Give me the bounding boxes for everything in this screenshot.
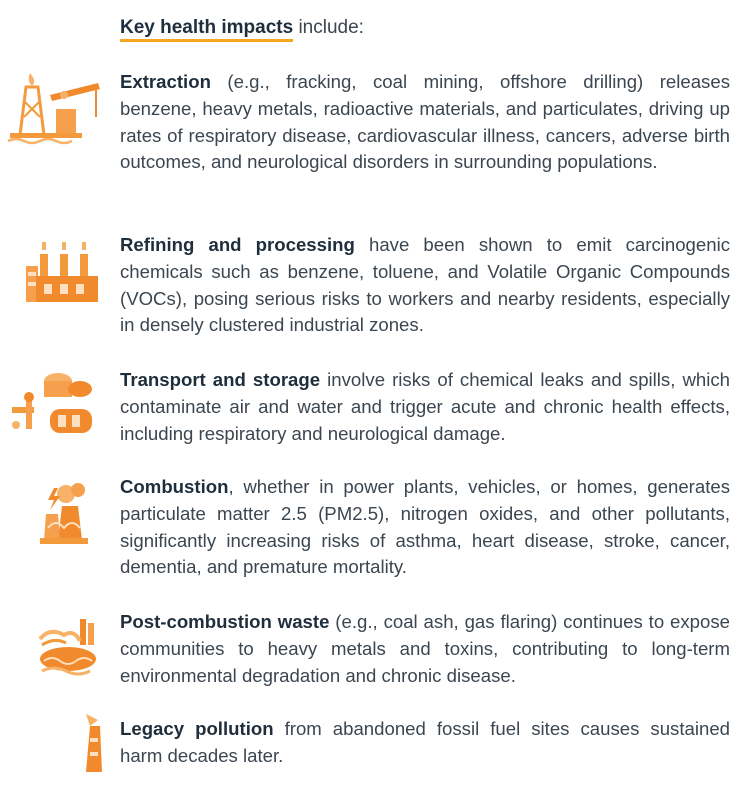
abandoned-well-icon xyxy=(6,712,106,792)
key-health-impacts-label: Key health impacts xyxy=(120,17,293,42)
impact-lead-legacy: Legacy pollution xyxy=(120,718,274,739)
impact-text-legacy xyxy=(120,716,730,770)
impact-lead-refining: Refining and processing xyxy=(120,234,355,255)
impact-body-combustion: , whether in power plants, vehicles, or homes, generates particulate matter 2.5 (PM2.5), nitrogen oxides, and other pollutants, significantly increasing risks of asthma, heart disease, stroke, cancer, dementia, and premature mortality. xyxy=(120,476,730,578)
impact-lead-combustion: Combustion xyxy=(120,476,229,497)
refinery-icon xyxy=(6,236,106,316)
impact-text-refining xyxy=(120,232,730,339)
intro-rest: include: xyxy=(293,17,364,38)
impact-body-legacy: from abandoned fossil fuel sites causes sustained harm decades later. xyxy=(120,718,730,766)
impact-text-waste xyxy=(120,609,730,689)
impact-text-transport xyxy=(120,367,730,447)
impact-lead-transport: Transport and storage xyxy=(120,369,321,390)
impact-body-transport: involve risks of chemical leaks and spills, which contaminate air and water and trigger acute and chronic health effects, including respiratory and neurological damage. xyxy=(120,369,730,444)
impact-text-extraction xyxy=(120,69,730,176)
impact-body-waste: (e.g., coal ash, gas flaring) continues to expose communities to heavy metals and toxins, contributing to long-term environmental degradation and chronic disease. xyxy=(120,611,730,686)
impact-lead-extraction: Extraction xyxy=(120,71,211,92)
impact-body-extraction: (e.g., fracking, coal mining, offshore drilling) releases benzene, heavy metals, radioactive materials, and particulates, driving up rates of respiratory disease, cardiovascular illness, cancers, adverse birth outcomes, and neurological disorders in surrounding populations. xyxy=(120,71,730,173)
impact-lead-waste: Post-combustion waste xyxy=(120,611,330,632)
impact-body-refining: have been shown to emit carcinogenic chemicals such as benzene, toluene, and Volatile Organic Compounds (VOCs), posing serious risks to workers and nearby residents, especially in densely clustered industrial zones. xyxy=(120,234,731,336)
impact-text-combustion xyxy=(120,474,730,581)
power-plant-icon xyxy=(6,478,106,558)
oil-pump-icon xyxy=(6,69,106,149)
storage-tank-icon xyxy=(6,367,106,447)
intro-heading xyxy=(120,14,364,42)
waste-icon xyxy=(6,609,106,689)
